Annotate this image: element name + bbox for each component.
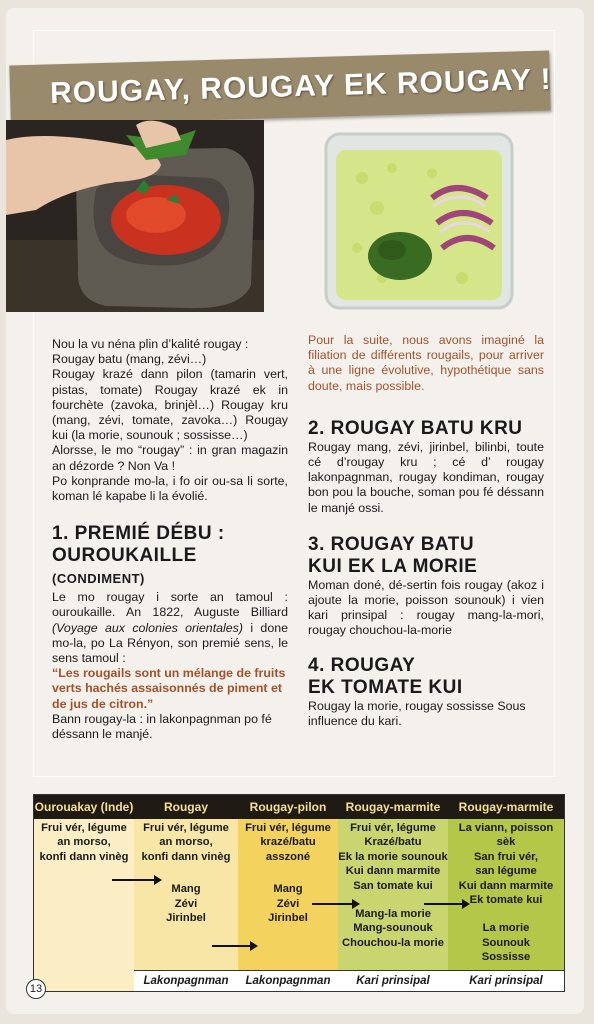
table-footer: Lakonpagnman: [238, 970, 338, 991]
cell-line: konfi dann vinèg: [39, 850, 129, 863]
table-cell-top: [134, 821, 238, 925]
table-header: Ourouakay (Inde): [34, 795, 134, 819]
section3-heading-line1: 3. ROUGAY BATU: [308, 533, 475, 555]
section1-paragraph: [52, 590, 288, 666]
cell-line: san légume: [475, 865, 537, 878]
section1-text-b: i done mo-la, po La Rényon, son premié sens, le sens tamoul :: [52, 620, 288, 666]
page-title: ROUGAY, ROUGAY EK ROUGAY !: [49, 62, 553, 110]
cell-line: an morso,: [57, 836, 111, 849]
intro-line-2: Rougay batu (mang, zévi…): [52, 352, 207, 367]
section1-text-italic: (Voyage aux colonies orientales): [52, 620, 243, 635]
cell-line: Zévi: [174, 897, 198, 910]
table-column-rougay: [134, 795, 239, 991]
cell-line: Mang-la morie: [355, 908, 431, 921]
intro-line-1: Nou la vu néna plin d’kalité rougay :: [52, 337, 249, 351]
section1-text-c: Bann rougay-la : in lakonpagnman po fé déssann le manjé.: [52, 711, 272, 742]
right-intro: Pour la suite, nous avons imaginé la filiation de différents rougails, pour arriver à une ligne évolutive, hypothétique sans doute, mais possible.: [308, 333, 544, 393]
table-header: Rougay-marmite: [338, 795, 448, 819]
cell-line: konfi dann vinèg: [141, 850, 231, 863]
section4-heading-line2: EK TOMATE KUI: [308, 676, 463, 698]
cell-line: La morie: [482, 922, 530, 935]
cell-line: San tomate kui: [353, 879, 433, 892]
table-column-rougay-marmite-2: [448, 795, 564, 991]
intro-line-3: Rougay krazé dann pilon (tamarin vert, pistas, tomate) Rougay krazé ek in fourchète (zavoka, brinjèl…) Rougay kru (mang, zévi, tomate, zavoka…) Rougay kui (la morie, sounouk ; sossisse…): [52, 367, 288, 443]
cell-line: Krazé/batu: [364, 836, 422, 849]
arrow-right-icon: [424, 903, 468, 905]
table-cell-top: [238, 821, 338, 925]
cell-line: an morso,: [159, 836, 213, 849]
cell-line: asszoné: [265, 850, 311, 863]
intro-line-5: Po konprande mo-la, i fo oir ou-sa li sorte, koman lé kapabe li la évolié.: [52, 473, 288, 504]
arrow-right-icon: [112, 879, 160, 881]
cell-line: Mang: [171, 883, 201, 896]
page-number: 13: [26, 979, 46, 999]
cell-line: Mang: [273, 883, 303, 896]
cell-line: Ek tomate kui: [469, 894, 543, 907]
container-photo: [322, 128, 518, 314]
cell-line: Kui dann marmite: [345, 865, 441, 878]
cell-line: Kui dann marmite: [458, 879, 554, 892]
section1-heading-main: OUROUKAILLE: [52, 545, 197, 567]
table-column-ourouakay: [34, 795, 135, 991]
section1-text-a: Le mo rougay i sorte an tamoul : ouroukaille. An 1822, Auguste Billiard: [52, 590, 288, 620]
cell-line: Zévi: [276, 897, 300, 910]
table-column-rougay-pilon: [238, 795, 339, 991]
section1-heading-small: (CONDIMENT): [52, 571, 145, 587]
table-footer: Kari prinsipal: [448, 970, 564, 991]
cell-line: La viann, poisson sèk: [458, 822, 554, 849]
cell-line: Frui vér, légume: [245, 822, 331, 834]
mortar-photo: [6, 120, 264, 312]
table-cell-top: [448, 821, 564, 965]
cell-line: Jirinbel: [268, 912, 308, 925]
section2-heading: 2. ROUGAY BATU KRU: [308, 417, 523, 439]
right-column: [308, 333, 544, 729]
cell-line: Frui vér, légume: [350, 822, 436, 834]
cell-line: Frui vér, légume: [41, 822, 127, 834]
table-header: Rougay-marmite: [448, 795, 564, 819]
table-header: Rougay-pilon: [238, 795, 338, 819]
table-header: Rougay: [134, 795, 238, 819]
section1-quote: “Les rougails sont un mélange de fruits verts hachés assaisonnés de piment et de jus de citron.”: [52, 666, 286, 711]
arrow-right-icon: [212, 945, 256, 947]
section3-text: Moman doné, dé-sertin fois rougay (akoz i ajoute la morie, poisson sounouk) i vien kari prinsipal : rougay mang-la-mori, rougay chouchou-la-morie: [308, 577, 544, 638]
left-column: [52, 337, 288, 742]
cell-line: Mang-sounouk: [353, 922, 433, 935]
cell-line: Chouchou-la morie: [342, 936, 444, 949]
cell-line: San frui vér,: [473, 850, 539, 863]
cell-line: Sounouk: [482, 936, 530, 949]
evolution-table: [33, 794, 565, 992]
table-cell-top: [34, 821, 134, 864]
section2-text: Rougay mang, zévi, jirinbel, bilinbi, toute cé d’rougay kru ; cé d’ rougay lakonpagnman, rougay kondiman, rougay bon pou la bouche, soman pou fé déssann le manjé ossi.: [308, 439, 544, 515]
arrow-right-icon: [312, 903, 358, 905]
cell-line: krazé/batu: [260, 836, 316, 849]
section1-heading-line1: 1. PREMIÉ DÉBU :: [52, 523, 225, 545]
section4-text: Rougay la morie, rougay sossisse Sous influence du kari.: [308, 698, 526, 728]
intro-line-4: Alorsse, le mo “rougay” : in gran magazin an dézorde ? Non Va !: [52, 443, 288, 473]
table-column-rougay-marmite-1: [338, 795, 449, 991]
table-footer: Kari prinsipal: [338, 970, 448, 991]
section1-heading-line2: [52, 545, 288, 590]
section4-heading-line1: 4. ROUGAY: [308, 654, 416, 676]
cell-line: Sossisse: [481, 951, 531, 964]
cell-line: Ek la morie sounouk: [338, 850, 448, 863]
table-footer: Lakonpagnman: [134, 970, 238, 991]
cell-line: Jirinbel: [166, 912, 206, 925]
table-cell-top: [338, 821, 448, 950]
cell-line: Frui vér, légume: [143, 822, 229, 834]
section3-heading-line2: KUI EK LA MORIE: [308, 555, 478, 577]
